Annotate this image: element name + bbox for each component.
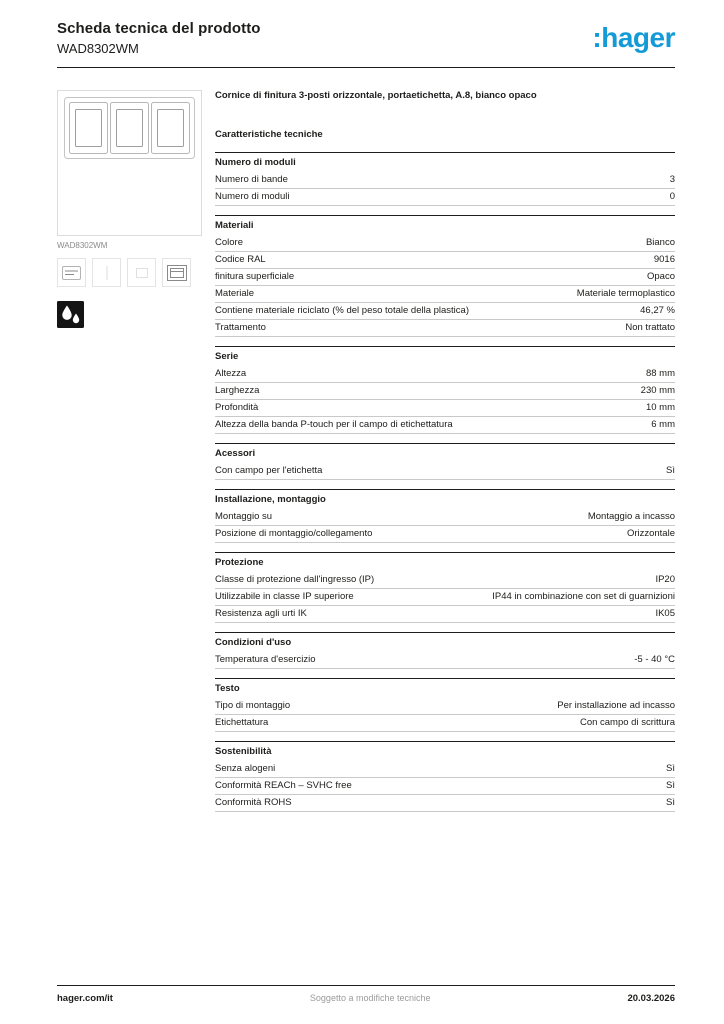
- main-content: [57, 90, 675, 821]
- section-title: Numero di moduli: [215, 152, 675, 172]
- spec-value: 46,27 %: [640, 305, 675, 317]
- label-plate-icon: [57, 258, 86, 287]
- spec-value: Sì: [666, 780, 675, 792]
- spec-value: IK05: [655, 608, 675, 620]
- section-title: Testo: [215, 678, 675, 698]
- spec-value: IP20: [655, 574, 675, 586]
- section-title: Protezione: [215, 552, 675, 572]
- spec-row: [215, 252, 675, 269]
- footer-disclaimer: Soggetto a modifiche tecniche: [309, 993, 431, 1003]
- spec-label: Contiene materiale riciclato (% del peso totale della plastica): [215, 305, 469, 317]
- spec-label: Numero di bande: [215, 174, 288, 186]
- spec-row: [215, 383, 675, 400]
- page-header: [57, 20, 675, 68]
- spec-label: Montaggio su: [215, 511, 273, 523]
- spec-label: Tipo di montaggio: [215, 700, 291, 712]
- footer-website-link[interactable]: hager.com/it: [57, 993, 113, 1004]
- spec-label: Senza alogeni: [215, 763, 276, 775]
- spec-label: finitura superficiale: [215, 271, 295, 283]
- spec-row: [215, 652, 675, 669]
- spec-value: 88 mm: [645, 368, 675, 380]
- spec-value: Per installazione ad incasso: [557, 700, 675, 712]
- spec-value: IP44 in combinazione con set di guarnizioni: [492, 591, 675, 603]
- spec-label: Utilizzabile in classe IP superiore: [215, 591, 354, 603]
- spec-value: Montaggio a incasso: [587, 511, 675, 523]
- spec-value: 230 mm: [640, 385, 675, 397]
- page-title: Scheda tecnica del prodotto: [57, 20, 261, 37]
- three-gang-frame-drawing: [64, 97, 195, 159]
- spec-value: Opaco: [647, 271, 675, 283]
- spec-row: [215, 715, 675, 732]
- section-title: Sostenibilità: [215, 741, 675, 761]
- section-title: Acessori: [215, 443, 675, 463]
- spec-row: [215, 303, 675, 320]
- hager-logo: :hager: [592, 22, 675, 53]
- spec-value: Con campo di scrittura: [579, 717, 675, 729]
- spec-section: [215, 489, 675, 543]
- spec-label: Conformità ROHS: [215, 797, 292, 809]
- spec-row: [215, 400, 675, 417]
- spec-value: 9016: [653, 254, 675, 266]
- spec-row: [215, 235, 675, 252]
- spec-row: [215, 606, 675, 623]
- spec-value: 6 mm: [651, 419, 675, 431]
- spec-row: [215, 589, 675, 606]
- spec-value: Orizzontale: [626, 528, 675, 540]
- water-drops-icon: [57, 301, 84, 328]
- spec-label: Con campo per l'etichetta: [215, 465, 323, 477]
- spec-row: [215, 286, 675, 303]
- page-footer: [57, 985, 675, 1004]
- spec-label: Larghezza: [215, 385, 260, 397]
- spec-value: 0: [669, 191, 675, 203]
- product-image: [57, 90, 202, 236]
- spec-row: [215, 526, 675, 543]
- spec-label: Classe di protezione dall'ingresso (IP): [215, 574, 375, 586]
- spec-value: Bianco: [645, 237, 675, 249]
- spec-section: [215, 346, 675, 434]
- product-description: Cornice di finitura 3-posti orizzontale, portaetichetta, A.8, bianco opaco: [215, 90, 537, 101]
- spec-label: Numero di moduli: [215, 191, 290, 203]
- section-title: Materiali: [215, 215, 675, 235]
- flush-box-icon: [162, 258, 191, 287]
- spec-row: [215, 778, 675, 795]
- spec-row: [215, 509, 675, 526]
- spec-section: [215, 443, 675, 480]
- spec-row: [215, 795, 675, 812]
- spec-row: [215, 463, 675, 480]
- spec-value: Sì: [666, 797, 675, 809]
- spec-label: Colore: [215, 237, 243, 249]
- insert-icon: [127, 258, 156, 287]
- spec-value: Materiale termoplastico: [576, 288, 675, 300]
- spec-section: [215, 632, 675, 669]
- spec-section: [215, 741, 675, 812]
- variant-icon-row: [57, 258, 202, 287]
- spec-label: Etichettatura: [215, 717, 269, 729]
- spec-label: Materiale: [215, 288, 255, 300]
- spec-value: Sì: [666, 763, 675, 775]
- spec-row: [215, 269, 675, 286]
- product-image-caption: WAD8302WM: [57, 241, 108, 250]
- spec-value: Sì: [666, 465, 675, 477]
- header-title-block: [57, 20, 261, 56]
- spec-value: 10 mm: [645, 402, 675, 414]
- spec-row: [215, 189, 675, 206]
- spec-row: [215, 698, 675, 715]
- footer-date: 20.03.2026: [627, 993, 675, 1004]
- spec-column: [215, 90, 675, 821]
- spec-row: [215, 572, 675, 589]
- spec-section: [215, 152, 675, 206]
- spec-label: Profondità: [215, 402, 259, 414]
- spec-label: Conformità REACh – SVHC free: [215, 780, 352, 792]
- divider-icon: [92, 258, 121, 287]
- spec-label: Resistenza agli urti IK: [215, 608, 307, 620]
- spec-label: Temperatura d'esercizio: [215, 654, 316, 666]
- section-title: Serie: [215, 346, 675, 366]
- spec-row: [215, 172, 675, 189]
- section-title: Condizioni d'uso: [215, 632, 675, 652]
- spec-label: Codice RAL: [215, 254, 266, 266]
- spec-row: [215, 366, 675, 383]
- spec-label: Trattamento: [215, 322, 266, 334]
- spec-section: [215, 552, 675, 623]
- spec-row: [215, 417, 675, 434]
- spec-row: [215, 320, 675, 337]
- spec-value: 3: [669, 174, 675, 186]
- spec-label: Altezza: [215, 368, 247, 380]
- section-title: Installazione, montaggio: [215, 489, 675, 509]
- spec-label: Posizione di montaggio/collegamento: [215, 528, 373, 540]
- spec-label: Altezza della banda P-touch per il campo di etichettatura: [215, 419, 453, 431]
- product-code: WAD8302WM: [57, 41, 139, 56]
- spec-section: [215, 678, 675, 732]
- spec-value: -5 - 40 °C: [634, 654, 675, 666]
- spec-value: Non trattato: [625, 322, 675, 334]
- spec-sections: [215, 152, 675, 812]
- product-sidebar: [57, 90, 202, 821]
- spec-row: [215, 761, 675, 778]
- tech-characteristics-heading: Caratteristiche tecniche: [215, 129, 323, 141]
- spec-section: [215, 215, 675, 337]
